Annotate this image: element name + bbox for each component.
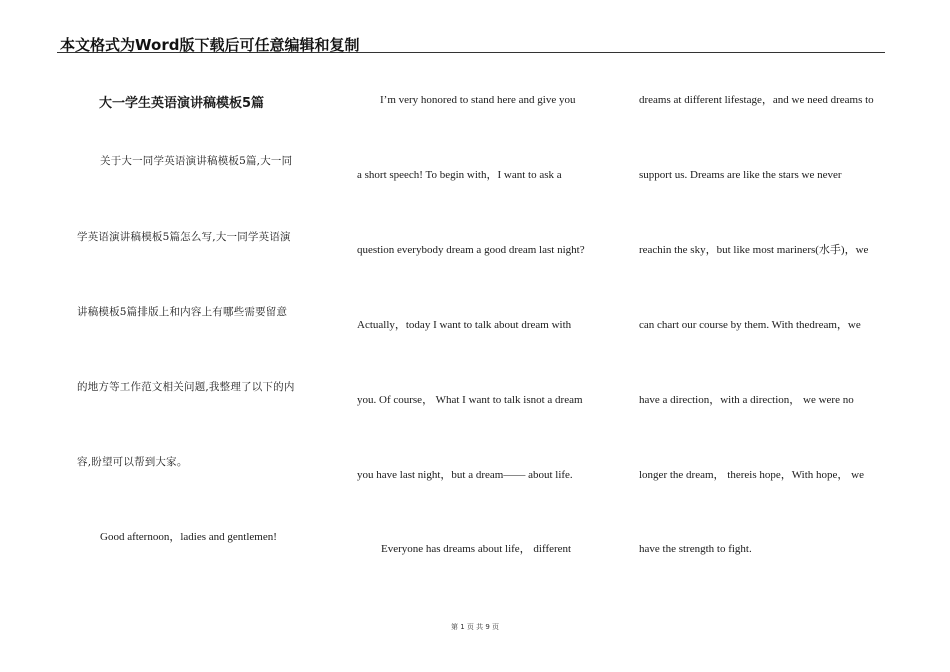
paragraph-line: 容,盼望可以帮到大家。 [77, 456, 188, 468]
paragraph-line: Actually，today I want to talk about dream with [357, 319, 572, 331]
paragraph-line: a short speech! To begin with，I want to ask a [357, 169, 562, 181]
paragraph-line: Everyone has dreams about life， different [381, 543, 572, 555]
page-number: 第 1 页 共 9 页 [450, 623, 500, 631]
paragraph-line: dreams at different lifestage，and we need dreams to [639, 94, 874, 106]
paragraph-line: I’m very honored to stand here and give you [380, 94, 576, 106]
paragraph-line: 的地方等工作范文相关问题,我整理了以下的内 [77, 381, 295, 393]
paragraph-line: longer the dream， thereis hope，With hope， we [639, 469, 864, 481]
greeting-line: Good afternoon，ladies and gentlemen! [100, 531, 277, 543]
paragraph-line: 讲稿模板5篇排版上和内容上有哪些需要留意 [77, 306, 288, 318]
header-divider [57, 52, 885, 53]
paragraph-line: you. Of course， What I want to talk isnot a dream [357, 394, 583, 406]
document-header: 本文格式为Word版下载后可任意编辑和复制 [60, 36, 360, 54]
paragraph-line: can chart our course by them. With thedream，we [639, 319, 861, 331]
paragraph-line: support us. Dreams are like the stars we never [639, 169, 842, 181]
article-title: 大一学生英语演讲稿模板5篇 [99, 96, 265, 111]
paragraph-line: you have last night，but a dream—— about life. [357, 469, 573, 481]
paragraph-line: 关于大一同学英语演讲稿模板5篇,大一同 [100, 155, 293, 167]
paragraph-line: have the strength to fight. [639, 543, 752, 555]
paragraph-line: 学英语演讲稿模板5篇怎么写,大一同学英语演 [77, 231, 291, 243]
paragraph-line: reachin the sky，but like most mariners(水手)，we [639, 244, 869, 256]
paragraph-line: question everybody dream a good dream last night? [357, 244, 585, 256]
paragraph-line: have a direction，with a direction， we were no [639, 394, 854, 406]
